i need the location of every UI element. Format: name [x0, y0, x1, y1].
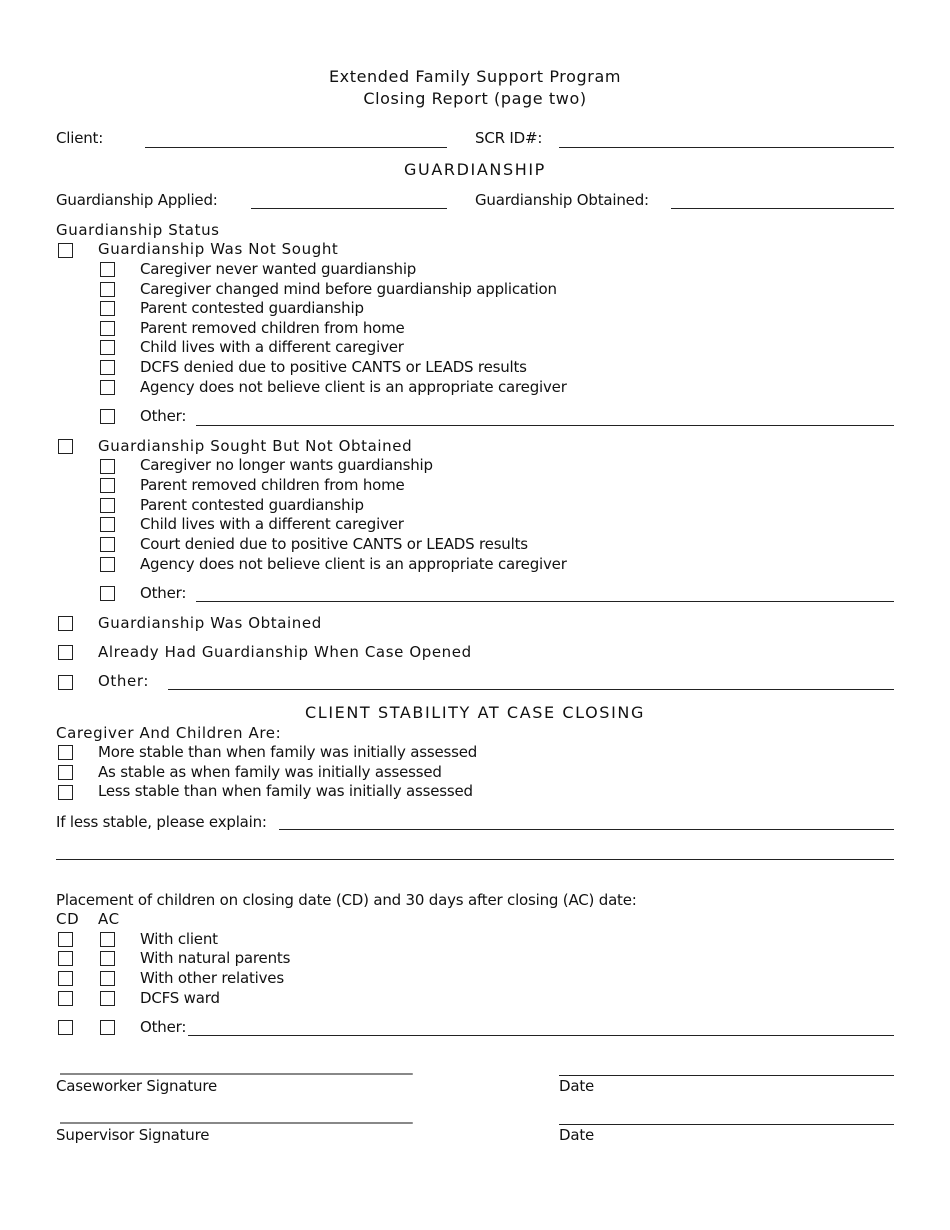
- not-sought-item-label: Child lives with a different caregiver: [140, 338, 404, 356]
- guardianship-status-heading: Guardianship Status: [56, 221, 220, 239]
- not-sought-item-checkbox[interactable]: [100, 321, 115, 336]
- caseworker-signature-label: Caseworker Signature: [56, 1077, 218, 1095]
- scr-id-field[interactable]: [559, 147, 894, 148]
- not-sought-item-label: Parent removed children from home: [140, 319, 405, 337]
- not-sought-other-label: Other:: [140, 407, 187, 425]
- placement-heading: Placement of children on closing date (CD) and 30 days after closing (AC) date:: [56, 891, 637, 909]
- placement-other-field[interactable]: [188, 1035, 894, 1036]
- not-sought-item-checkbox[interactable]: [100, 262, 115, 277]
- not-sought-item-checkbox[interactable]: [100, 301, 115, 316]
- already-had-guardianship-checkbox[interactable]: [58, 645, 73, 660]
- guardianship-applied-label: Guardianship Applied:: [56, 191, 218, 209]
- placement-cd-checkbox[interactable]: [58, 991, 73, 1006]
- guardianship-obtained-label: Guardianship Obtained:: [475, 191, 649, 209]
- not-sought-item-label: Caregiver changed mind before guardianship application: [140, 280, 557, 298]
- sought-not-obtained-checkbox[interactable]: [58, 439, 73, 454]
- stability-subheading: Caregiver And Children Are:: [56, 724, 282, 742]
- placement-ac-checkbox[interactable]: [100, 932, 115, 947]
- placement-other-label: Other:: [140, 1018, 187, 1036]
- sought-item-checkbox[interactable]: [100, 459, 115, 474]
- stability-heading: CLIENT STABILITY AT CASE CLOSING: [305, 703, 645, 722]
- already-had-guardianship-label: Already Had Guardianship When Case Opened: [98, 643, 472, 661]
- client-field[interactable]: [145, 147, 447, 148]
- sought-not-obtained-label: Guardianship Sought But Not Obtained: [98, 437, 413, 455]
- stability-more-checkbox[interactable]: [58, 745, 73, 760]
- placement-other-ac-checkbox[interactable]: [100, 1020, 115, 1035]
- supervisor-date-field[interactable]: [559, 1124, 894, 1125]
- guardianship-obtained-checkbox[interactable]: [58, 616, 73, 631]
- placement-other-cd-checkbox[interactable]: [58, 1020, 73, 1035]
- not-sought-item-checkbox[interactable]: [100, 282, 115, 297]
- placement-ac-checkbox[interactable]: [100, 951, 115, 966]
- guardianship-heading: GUARDIANSHIP: [404, 160, 546, 179]
- form-subtitle: Closing Report (page two): [363, 89, 587, 108]
- caseworker-signature-line[interactable]: _______________________________________________________: [60, 1059, 413, 1075]
- placement-cd-checkbox[interactable]: [58, 932, 73, 947]
- sought-item-checkbox[interactable]: [100, 478, 115, 493]
- caseworker-date-label: Date: [559, 1077, 595, 1095]
- scr-id-label: SCR ID#:: [475, 129, 543, 147]
- placement-row-label: With client: [140, 930, 218, 948]
- placement-cd-checkbox[interactable]: [58, 971, 73, 986]
- sought-other-field[interactable]: [196, 601, 894, 602]
- guardianship-other-label: Other:: [98, 672, 149, 690]
- not-sought-item-label: Agency does not believe client is an appropriate caregiver: [140, 378, 567, 396]
- placement-col-cd: CD: [56, 910, 80, 928]
- explain-field[interactable]: [279, 829, 894, 830]
- sought-item-label: Court denied due to positive CANTS or LEADS results: [140, 535, 528, 553]
- guardianship-obtained-field[interactable]: [671, 208, 894, 209]
- placement-ac-checkbox[interactable]: [100, 971, 115, 986]
- sought-item-label: Caregiver no longer wants guardianship: [140, 456, 433, 474]
- sought-item-label: Agency does not believe client is an appropriate caregiver: [140, 555, 567, 573]
- explain-field-continued[interactable]: [56, 859, 894, 860]
- explain-label: If less stable, please explain:: [56, 813, 267, 831]
- stability-same-checkbox[interactable]: [58, 765, 73, 780]
- stability-option-label: Less stable than when family was initially assessed: [98, 782, 473, 800]
- not-sought-other-field[interactable]: [196, 425, 894, 426]
- not-sought-item-label: DCFS denied due to positive CANTS or LEADS results: [140, 358, 527, 376]
- sought-other-checkbox[interactable]: [100, 586, 115, 601]
- guardianship-applied-field[interactable]: [251, 208, 447, 209]
- sought-item-label: Parent contested guardianship: [140, 496, 364, 514]
- not-sought-label: Guardianship Was Not Sought: [98, 240, 339, 258]
- placement-row-label: DCFS ward: [140, 989, 220, 1007]
- placement-row-label: With other relatives: [140, 969, 284, 987]
- placement-cd-checkbox[interactable]: [58, 951, 73, 966]
- sought-other-label: Other:: [140, 584, 187, 602]
- not-sought-item-label: Parent contested guardianship: [140, 299, 364, 317]
- sought-item-label: Parent removed children from home: [140, 476, 405, 494]
- placement-row-label: With natural parents: [140, 949, 291, 967]
- sought-item-checkbox[interactable]: [100, 517, 115, 532]
- stability-option-label: More stable than when family was initially assessed: [98, 743, 478, 761]
- stability-less-checkbox[interactable]: [58, 785, 73, 800]
- not-sought-checkbox[interactable]: [58, 243, 73, 258]
- stability-option-label: As stable as when family was initially assessed: [98, 763, 442, 781]
- guardianship-other-field[interactable]: [168, 689, 894, 690]
- supervisor-signature-label: Supervisor Signature: [56, 1126, 210, 1144]
- not-sought-item-checkbox[interactable]: [100, 360, 115, 375]
- not-sought-item-checkbox[interactable]: [100, 340, 115, 355]
- placement-col-ac: AC: [98, 910, 120, 928]
- guardianship-other-checkbox[interactable]: [58, 675, 73, 690]
- not-sought-item-label: Caregiver never wanted guardianship: [140, 260, 417, 278]
- supervisor-date-label: Date: [559, 1126, 595, 1144]
- guardianship-obtained-option-label: Guardianship Was Obtained: [98, 614, 322, 632]
- not-sought-other-checkbox[interactable]: [100, 409, 115, 424]
- form-title: Extended Family Support Program: [328, 67, 622, 86]
- client-label: Client:: [56, 129, 104, 147]
- sought-item-checkbox[interactable]: [100, 557, 115, 572]
- sought-item-checkbox[interactable]: [100, 537, 115, 552]
- sought-item-checkbox[interactable]: [100, 498, 115, 513]
- not-sought-item-checkbox[interactable]: [100, 380, 115, 395]
- supervisor-signature-line[interactable]: _______________________________________________________: [60, 1108, 413, 1124]
- placement-ac-checkbox[interactable]: [100, 991, 115, 1006]
- caseworker-date-field[interactable]: [559, 1075, 894, 1076]
- sought-item-label: Child lives with a different caregiver: [140, 515, 404, 533]
